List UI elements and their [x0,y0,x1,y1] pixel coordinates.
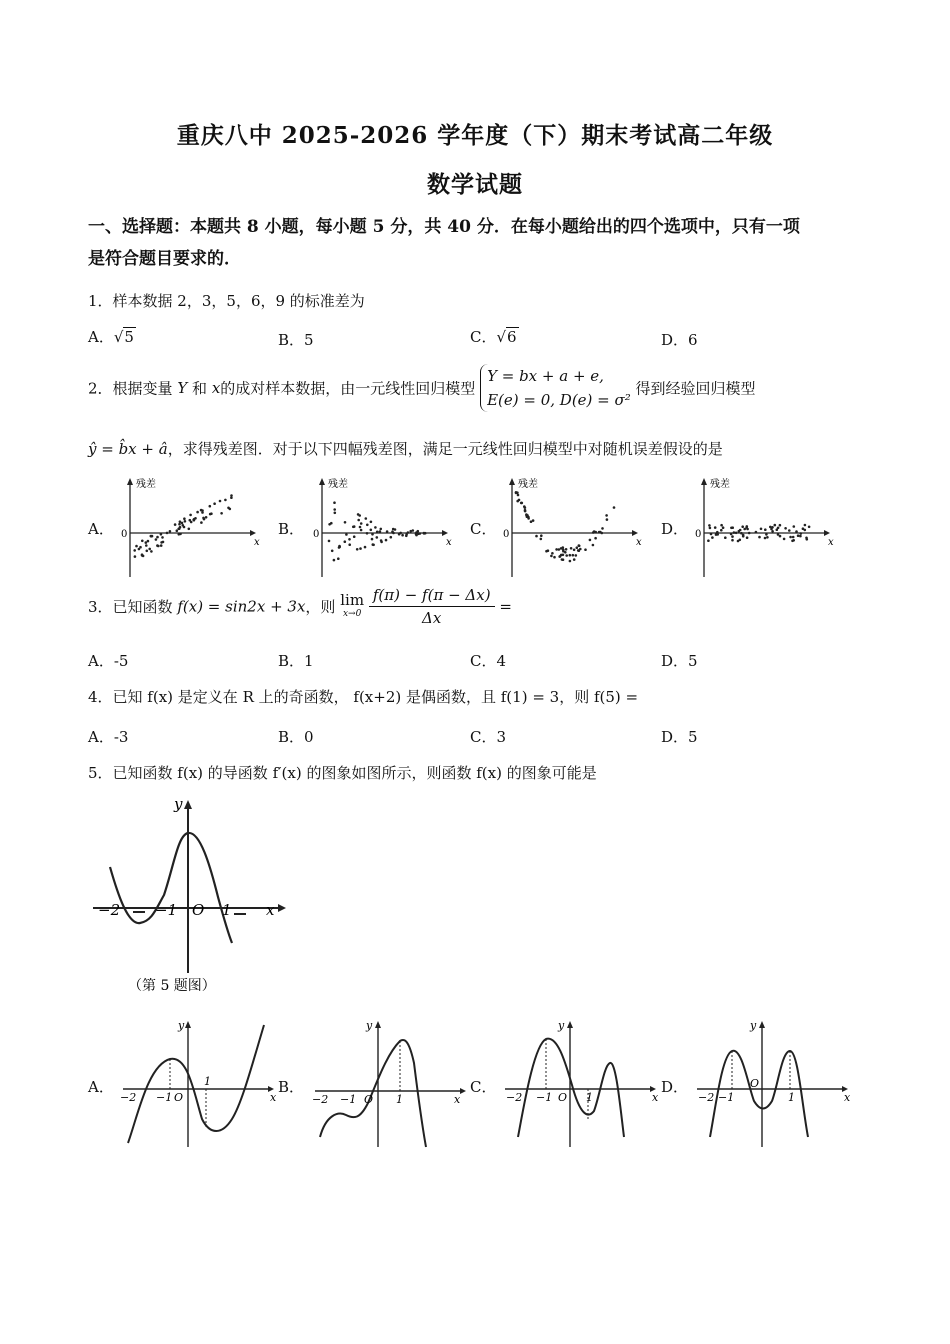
exam-title: 重庆八中 2025-2026 学年度（下）期末考试高二年级 [176,122,774,149]
q1-option-c[interactable] [470,326,519,347]
option-letter: D． [661,331,689,349]
svg-text:O: O [174,1091,184,1104]
difference-quotient: $\frac{f(\pi) - f(\pi - \Delta x)}{\Delta x}$ [369,586,495,627]
svg-text:1: 1 [396,1093,403,1106]
q5-graph-b[interactable] [312,1019,466,1147]
q4-option-d[interactable]: D．5 [661,728,698,746]
svg-text:y: y [750,1019,757,1032]
section-heading [88,211,868,275]
q3-option-a[interactable]: A．-5 [88,652,129,670]
svg-text:−2: −2 [312,1093,329,1106]
option-letter: B． [278,331,305,349]
label-m2: −2 [98,901,121,919]
svg-text:0: 0 [503,529,510,540]
question-5-stem: 5．已知函数 f(x) 的导函数 f′(x) 的图象如图所示，则函数 f(x) 的图象可能是 [88,764,597,782]
svg-text:0: 0 [313,529,320,540]
section-heading-line2: 是符合题目要求的． [88,249,241,269]
question-2-stem: 2．根据变量 Y 和 x的成对样本数据，由一元线性回归模型 Y = bx + a + e, E(e) = 0, D(e) = σ² 得到经验回归模型 [88,364,868,412]
svg-text:−2: −2 [698,1091,715,1104]
q5-graph-c[interactable] [505,1019,659,1147]
svg-text:O: O [364,1093,374,1106]
svg-text:0: 0 [121,529,128,540]
q1-option-b[interactable] [278,329,314,350]
svg-text:残差: 残差 [710,479,730,490]
figure-caption: （第 5 题图） [128,978,216,994]
svg-text:−1: −1 [340,1093,357,1106]
label-origin: O [192,901,205,919]
q5-option-c-label: C． [470,1078,497,1096]
label-y: y [174,795,183,813]
svg-text:−2: −2 [506,1091,523,1104]
label-p1: 1 [222,901,232,919]
y-arrow-icon [184,800,192,809]
label-x: x [266,901,275,919]
svg-text:残差: 残差 [518,479,538,490]
q4-option-c[interactable]: C．3 [470,728,507,746]
svg-text:O: O [558,1091,568,1104]
q2-option-c-label: C． [470,520,497,538]
label-m1: −1 [155,901,178,919]
svg-text:残差: 残差 [136,479,156,490]
svg-text:−2: −2 [120,1091,137,1104]
svg-text:1: 1 [204,1075,211,1088]
svg-text:x: x [254,537,260,548]
q4-option-a[interactable]: A．-3 [88,728,129,746]
svg-text:x: x [454,1093,461,1106]
svg-text:x: x [446,537,452,548]
function-def: f(x) = sin2x + 3x [177,597,306,616]
q5-graph-d[interactable] [697,1019,851,1147]
svg-text:x: x [270,1091,277,1104]
svg-text:残差: 残差 [328,479,348,490]
sqrt-symbol: √5 [113,328,134,346]
residual-plot-c[interactable] [503,477,642,577]
fitted-equation: ŷ = b̂x + â [88,440,168,458]
q1-option-a[interactable] [88,326,136,347]
q5-option-a-label: A． [88,1078,114,1096]
regression-model-system: Y = bx + a + e, E(e) = 0, D(e) = σ² [480,364,631,412]
svg-text:1: 1 [788,1091,795,1104]
svg-text:x: x [636,537,642,548]
option-letter: A． [88,328,114,346]
residual-plot-a[interactable] [121,477,260,577]
svg-text:x: x [844,1091,851,1104]
q2-option-b-label: B． [278,520,305,538]
svg-text:1: 1 [586,1091,593,1104]
q3-option-b[interactable]: B．1 [278,652,314,670]
q3-option-c[interactable]: C．4 [470,652,507,670]
svg-text:x: x [652,1091,659,1104]
svg-text:−1: −1 [536,1091,553,1104]
q5-option-d-label: D． [661,1078,689,1096]
q4-option-b[interactable]: B．0 [278,728,314,746]
svg-text:x: x [828,537,834,548]
exam-subtitle: 数学试题 [427,171,523,198]
x-arrow-icon [278,904,286,912]
svg-text:y: y [178,1019,185,1032]
section-heading-line1: 一、选择题：本题共 8 小题，每小题 5 分，共 40 分．在每小题给出的四个选项中，只有一项 [88,217,800,237]
sqrt-symbol: √6 [496,328,517,346]
q5-option-b-label: B． [278,1078,305,1096]
residual-plot-b[interactable] [313,477,452,577]
q5-derivative-graph [88,795,288,1005]
question-3-stem: 3．已知函数 f(x) = sin2x + 3x，则 lim x→0 $\frac{f(\pi) - f(\pi - \Delta x)}{\Delta x}$ = [88,586,512,627]
q1-option-d[interactable] [661,329,698,350]
q2-option-d-label: D． [661,520,689,538]
option-letter: C． [470,328,497,346]
question-1-stem: 1．样本数据 2，3，5，6，9 的标准差为 [88,292,365,310]
svg-text:y: y [366,1019,373,1032]
q3-option-d[interactable]: D．5 [661,652,698,670]
option-text: 6 [688,331,698,349]
svg-text:−1: −1 [718,1091,735,1104]
svg-text:O: O [750,1077,760,1090]
question-2-stem-cont: ŷ = b̂x + â，求得残差图．对于以下四幅残差图，满足一元线性回归模型中对随机误差假设的是 [88,440,723,458]
svg-text:y: y [558,1019,565,1032]
q2-option-a-label: A． [88,520,114,538]
derivative-curve [110,833,232,943]
svg-text:0: 0 [695,529,702,540]
q5-graph-a[interactable] [120,1019,277,1147]
svg-text:−1: −1 [156,1091,173,1104]
question-4-stem: 4．已知 f(x) 是定义在 R 上的奇函数， f(x+2) 是偶函数，且 f(1) = 3，则 f(5) = [88,688,639,706]
residual-plot-d[interactable] [695,477,834,577]
limit-operator: lim x→0 [340,590,365,619]
option-text: 5 [304,331,314,349]
